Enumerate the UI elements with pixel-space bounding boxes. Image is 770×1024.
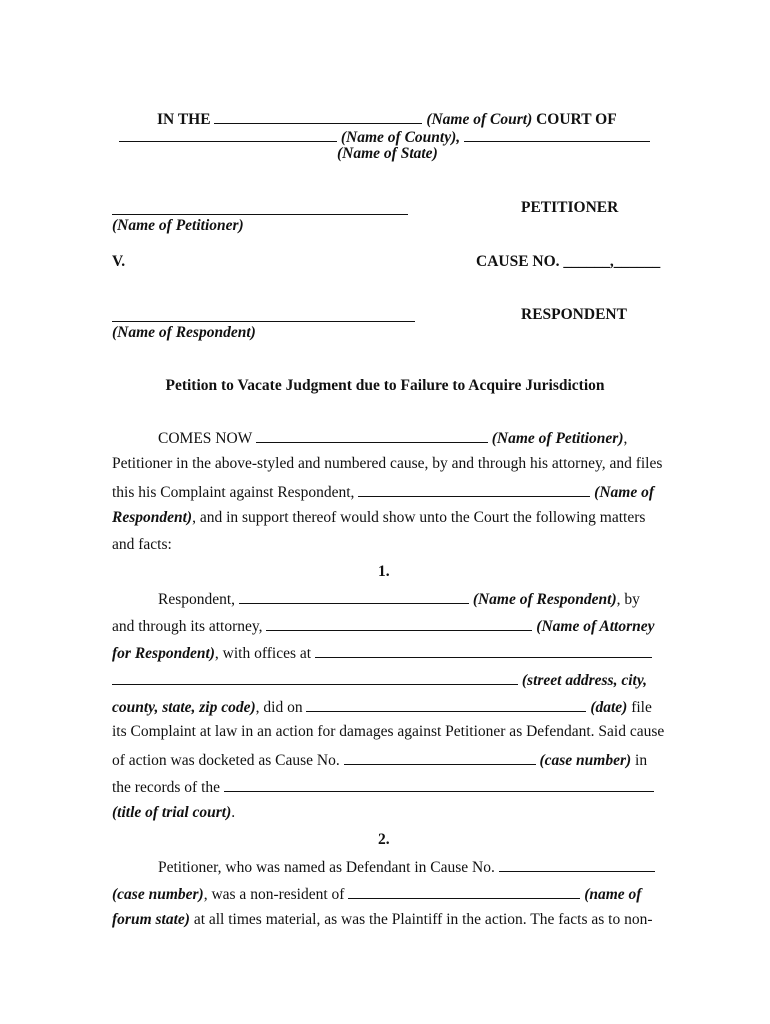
s1-by-text: , by: [616, 591, 640, 608]
s2-cause-number-blank[interactable]: [499, 857, 655, 872]
s1-line-5: [112, 697, 652, 717]
s1-line-9: [112, 804, 235, 822]
s2-forum-state-label: forum state): [112, 911, 190, 928]
intro-line-4: [112, 509, 645, 527]
section-2-number: 2.: [378, 831, 390, 848]
caption-line-1: [157, 109, 617, 129]
court-name-blank[interactable]: [214, 109, 422, 124]
county-blank-right[interactable]: [464, 127, 650, 142]
s1-attorney-text: and through its attorney,: [112, 618, 263, 635]
petitioner-name-blank[interactable]: [256, 428, 488, 443]
s1-offices-blank[interactable]: [315, 643, 652, 658]
s1-offices-text: , with offices at: [214, 645, 312, 662]
caption-court-of: COURT OF: [536, 111, 617, 128]
s1-line-7: [112, 750, 647, 770]
intro-comma: ,: [623, 430, 628, 447]
intro-line-2: Petitioner in the above-styled and numbered cause, by and through his attorney, and files: [112, 455, 663, 472]
s1-trial-court-blank[interactable]: [224, 777, 654, 792]
versus: V.: [112, 253, 126, 270]
caption-name-of-court: (Name of Court): [426, 111, 533, 128]
s2-forum-state-blank[interactable]: [348, 884, 580, 899]
county-blank-left[interactable]: [119, 127, 337, 142]
intro-support-text: , and in support thereof would show unto the Court the following matters: [192, 509, 646, 526]
caption-name-of-county: (Name of County),: [340, 129, 461, 146]
s1-title-of-trial-court: (title of trial court): [112, 804, 232, 821]
respondent-label: RESPONDENT: [521, 306, 627, 323]
s1-street-address: (street address, city,: [521, 672, 647, 689]
intro-name-of-text: (Name of: [594, 484, 654, 501]
s1-line-1: [158, 589, 640, 609]
comes-now-text: COMES NOW: [158, 430, 253, 447]
s1-line-2: [112, 616, 655, 636]
s1-records-text: the records of the: [112, 779, 221, 796]
respondent-name-blank[interactable]: [358, 482, 590, 497]
caption-line-2: [119, 127, 650, 147]
s1-in-text: in: [635, 752, 648, 769]
document-title: Petition to Vacate Judgment due to Failure to Acquire Jurisdiction: [165, 377, 605, 394]
s2-non-resident-text: , was a non-resident of: [203, 886, 345, 903]
section-1-number: 1.: [378, 563, 390, 580]
s1-period: .: [231, 804, 236, 821]
s1-attorney-blank[interactable]: [266, 616, 532, 631]
s1-file-text: file: [631, 699, 652, 716]
name-of-respondent: (Name of Respondent): [112, 324, 256, 341]
caption-line-3: [337, 145, 438, 163]
s1-respondent-text: Respondent,: [158, 591, 236, 608]
intro-complaint-text: this his Complaint against Respondent,: [112, 484, 355, 501]
s2-case-number-label: (case number): [112, 886, 204, 903]
intro-line-3: [112, 482, 654, 502]
petitioner-label: PETITIONER: [521, 199, 619, 216]
intro-respondent-text: Respondent): [112, 509, 193, 526]
petitioner-name-line[interactable]: [112, 214, 408, 215]
s1-for-respondent: for Respondent): [112, 645, 215, 662]
s2-name-of-text: (name of: [584, 886, 642, 903]
s1-address-blank[interactable]: [112, 670, 518, 685]
intro-name-of-petitioner: (Name of Petitioner): [491, 430, 624, 447]
s2-line-2: [112, 884, 641, 904]
name-of-petitioner: (Name of Petitioner): [112, 217, 244, 234]
caption-in-the: IN THE: [157, 111, 211, 128]
s1-county-state-zip: county, state, zip code): [112, 699, 256, 716]
s1-respondent-blank[interactable]: [239, 589, 469, 604]
s1-case-number-blank[interactable]: [344, 750, 536, 765]
respondent-name-line[interactable]: [112, 321, 415, 322]
intro-line-1: [158, 428, 627, 448]
s1-line-6: its Complaint at law in an action for damages against Petitioner as Defendant. Said cause: [112, 723, 665, 740]
s1-docketed-text: of action was docketed as Cause No.: [112, 752, 340, 769]
s2-facts-text: at all times material, as was the Plaintiff in the action. The facts as to non-: [193, 911, 653, 928]
s1-line-3: [112, 643, 652, 663]
s1-name-of-attorney: (Name of Attorney: [536, 618, 655, 635]
s1-line-4: [112, 670, 647, 690]
intro-line-5: and facts:: [112, 536, 172, 553]
s1-date-blank[interactable]: [306, 697, 586, 712]
cause-number: CAUSE NO. ______,______: [476, 253, 661, 270]
s2-line-1: [158, 857, 655, 877]
caption-name-of-state: (Name of State): [337, 145, 438, 162]
s1-case-number-label: (case number): [539, 752, 632, 769]
s2-petitioner-text: Petitioner, who was named as Defendant in Cause No.: [158, 859, 495, 876]
s1-did-on: , did on: [255, 699, 303, 716]
s1-date-label: (date): [590, 699, 628, 716]
s1-line-8: [112, 777, 654, 797]
s2-line-3: [112, 911, 653, 929]
s1-name-of-respondent: (Name of Respondent): [472, 591, 617, 608]
